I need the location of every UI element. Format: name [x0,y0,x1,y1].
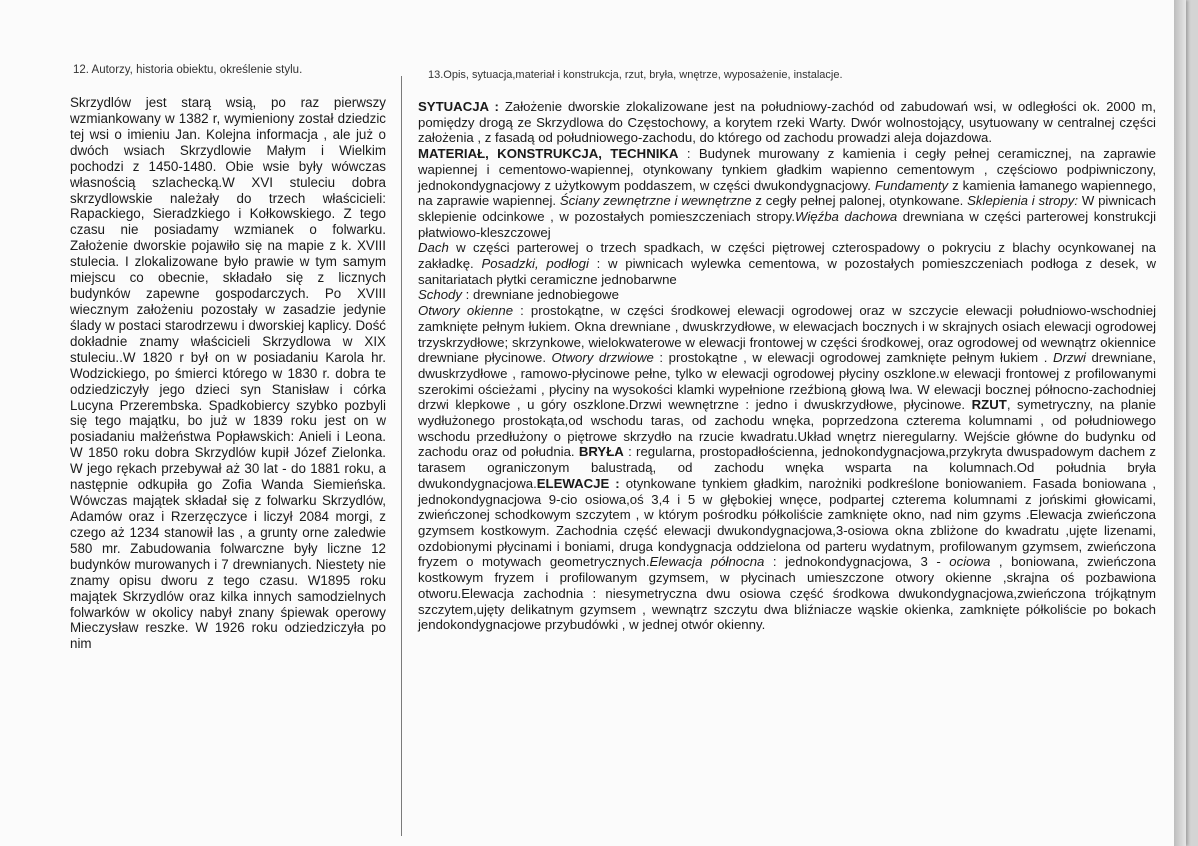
otwory-okienne-label: Otwory okienne [418,303,514,319]
schody-text: : drewniane jednobiegowe [462,287,619,303]
rzut-label: RZUT [971,397,1007,413]
elewacja-polnocna-label: Elewacja północna [649,554,765,570]
dach-label: Dach [418,240,449,256]
ociowa-label: ociowa [949,554,991,570]
otwory-okienne-text: : prostokątne, w części środkowej elewacji ogrodowej oraz w szczycie elewacji południowo-wschodniej zamknięte pełnym łukiem. Okna drewniane , dwuskrzydłowe, w elewacjach bocznych i w skrajnych osiach elewacji ogrodowej trzyskrzydłowe; skrzynkowe, wielokwaterowe w elewacji frontowej w części środkowej, oraz ogrodowej od wewnątrz okiennice drewniane płycinowe. [418,303,1156,366]
column-divider [401,76,402,836]
posadzki-label: Posadzki, podłogi [481,256,589,272]
dach-text: w części parterowej o trzech spadkach, w części piętrowej czterospadowy o pokryciu z blachy ocynkowanej na zakładkę. [418,240,1156,272]
otwory-drzwiowe-label: Otwory drzwiowe [551,350,654,366]
elewacja-polnocna-text: : jednokondygnacjowa, 3 - [764,554,950,570]
bryla-text: : regularna, prostopadłościenna, jednokondygnacjowa,przykryta dwuspadowym dachem z tarasem ograniczonym balustradą, od zachodu wnęka wsparta na kolumnach.Od południa bryła dwukondygnacjowa. [418,444,1156,491]
description-column [418,99,1156,633]
left-section-heading: 12. Autorzy, historia obiektu, określenie stylu. [73,64,303,76]
otwory-drzwiowe-text: : prostokątne , w elewacji ogrodowej zamknięte pełnym łukiem . [653,350,1053,366]
sklepienia-text: W piwnicach sklepienie odcinkowe , w pozostałych pomieszczeniach stropy. [418,193,1156,224]
sytuacja-paragraph [418,99,1156,146]
rzut-text: , symetryczny, na planie wydłużonego prostokąta,od wschodu taras, od zachodu wnęka, poprzedzona czterema kolumnami , od południowego wschodu przedłużony o piętrowe skrzydło na rzucie kwadratu.Układ wnętrz nieregularny. Wejście główne do budynku od zachodu oraz od południa. [418,397,1156,460]
material-paragraph [418,146,1156,240]
wiezba-label: Więźba dachowa [795,208,898,224]
otwory-paragraph [418,303,1156,633]
material-label: MATERIAŁ, KONSTRUKCJA, TECHNIKA [418,146,679,162]
dach-paragraph [418,240,1156,287]
sklepienia-label: Sklepienia i stropy: [967,193,1079,209]
sytuacja-text: Założenie dworskie zlokalizowane jest na południowy-zachód od zabudowań wsi, w odległości ok. 2000 m, pomiędzy drogą ze Skrzydlowa do Częstochowy, a korytem rzeki Warty. Dwór wolnostojący, usytuowany w centralnej części założenia , z fasadą od południowego-zachodu, do którego od zachodu prowadzi aleja dojazdowa. [418,99,1156,146]
schody-paragraph [418,287,1156,303]
fundamenty-text: z kamienia łamanego wapiennego, na zaprawie wapiennej. [418,177,1156,209]
elewacje-text: otynkowane tynkiem gładkim, narożniki podkreślone boniowaniem. Fasada boniowana , jednokondygnacjowa 9-cio osiowa,oś 3,4 i 5 w głębokiej wnęce, podpartej czterema kolumnami z jońskimi głowicami, zwieńczonej schodkowym szczytem , w którym pośrodku półkoliście zamknięte okno, nad nim gzyms .Elewacja zwieńczona gzymsem kostkowym. Zachodnia część elewacji dwukondygnacjowa,3-osiowa okna zbliżone do kwadratu ,ujęte lizenami, ozdobionymi płycinami i boniami, druga kondygnacja oddzielona od parteru wydatnym, profilowanym gzymsem, zwieńczona fryzem o motywach geometrycznych. [418,475,1156,570]
history-column [70,95,386,652]
material-text: : Budynek murowany z kamienia i cegły pełnej ceramicznej, na zaprawie wapiennej i cementowo-wapiennej, otynkowany tynkiem gładkim wapienno cementowym , częściowo podpiwniczony, jednokondygnacjowy z użytkowym poddaszem, w części dwukondygnacjowy. [418,146,1156,193]
history-text: Skrzydlów jest starą wsią, po raz pierwszy wzmiankowany w 1382 r, wymieniony został dziedzic tej wsi o imieniu Jan. Kolejna informacja , ale już o dwóch wsiach Skrzydlowie Małym i Wielkim pochodzi z 1450-1480. Obie wsie były wówczas własnością szlachecką.W XVI stuleciu dobra skrzydlowskie należały do trzech właścicieli: Rapackiego, Sieradzkiego i Kołkowskiego. Z tego czasu nie posiadamy wzmianek o folwarku. Założenie dworskie pojawiło się na mapie z k. XVIII stulecia. I zlokalizowane było prawie w tym samym miejscu co obecnie, składało się z licznych budynków zapewne gospodarczych. Po XVIII wiecznym założeniu pozostały w zasadzie jedynie ślady w postaci starodrzewu i dworskiej kaplicy. Dość dokładnie znamy właścicieli Skrzydlowa w XIX stuleciu..W 1820 r był on w posiadaniu Karola hr. Wodzickiego, po śmierci którego w 1830 r. dobra te odziedziczyły jego dzieci syn Stanisław i córka Lucyna Przerembska. Spadkobiercy szybko pozbyli się tego majątku, bo już w 1839 roku jest on w posiadaniu małżeństwa Popławskich: Anieli i Leona. W 1850 roku dobra Skrzydlów kupił Józef Zielonka. W jego rękach przebywał aż 30 lat - do 1881 roku, a następnie odkupiła go Zofia Wanda Siemieńska. Wówczas majątek składał się z folwarku Skrzydlów, Adamów oraz i Rzerzęczyce i liczył 2084 morgi, z czego aż 1234 stanowił las , a grunty orne zaledwie 580 mr. Zabudowania folwarczne były liczne 12 budynków murowanych i 7 drewnianych. Niestety nie znamy opisu dworu z tego czasu. W1895 roku majątek Skrzydlów oraz kilka innych samodzielnych folwarków w okolicy nabył znany śpiewak operowy Mieczysław reszke. W 1926 roku odziedziczyła po nim [70,95,386,652]
sciany-label: Ściany zewnętrzne i wewnętrzne [559,193,752,209]
bryla-label: BRYŁA [578,444,624,460]
wiezba-text: drewniana w części parterowej konstrukcji płatwiowo-kleszczowej [418,208,1156,240]
sciany-text: z cegły pełnej palonej, otynkowane. [751,193,968,209]
drzwi-label: Drzwi [1052,350,1086,366]
schody-label: Schody [418,287,462,303]
sheet-edge [1174,0,1186,846]
sytuacja-label: SYTUACJA : [418,99,499,114]
elewacja-polnocna-text-2: , boniowana, zwieńczona kostkowym fryzem i profilowanym gzymsem, w płycinach umieszczone otwory okienne ,skrajna oś pozbawiona otworu.Elewacja zachodnia : niesymetryczna dwu osiowa część środkowa dwukondygnacjowa,zwieńczona trójkątnym szczytem,ujęty delikatnym gzymsem , wewnątrz szczytu dwa bliźniacze wąskie okienka, zamknięte półkoliście po bokach jendokondygnacjowe przybudówki , w jednej otwór okienny. [418,554,1156,633]
posadzki-text: : w piwnicach wylewka cementowa, w pozostałych pomieszczeniach podłoga z desek, w sanitariatach płytki ceramiczne jednobarwne [418,256,1156,287]
right-section-heading: 13.Opis, sytuacja,materiał i konstrukcja, rzut, bryła, wnętrze, wyposażenie, instalacje. [428,69,843,81]
elewacje-label: ELEWACJE : [536,475,620,491]
fundamenty-label: Fundamenty [874,177,949,193]
drzwi-text: drewniane, dwuskrzydłowe , ramowo-płycinowe pełne, tylko w elewacji ogrodowej płyciny oszklone.w elewacji frontowej z profilowanymi szerokimi ościeżami , płyciny na wysokości klamki wypełnione rzeźbioną głową lwa. W elewacji bocznej północno-zachodniej drzwi klepkowe , u góry oszklone.Drzwi wewnętrzne : jedno i dwuskrzydłowe, płycinowe. [418,350,1156,413]
